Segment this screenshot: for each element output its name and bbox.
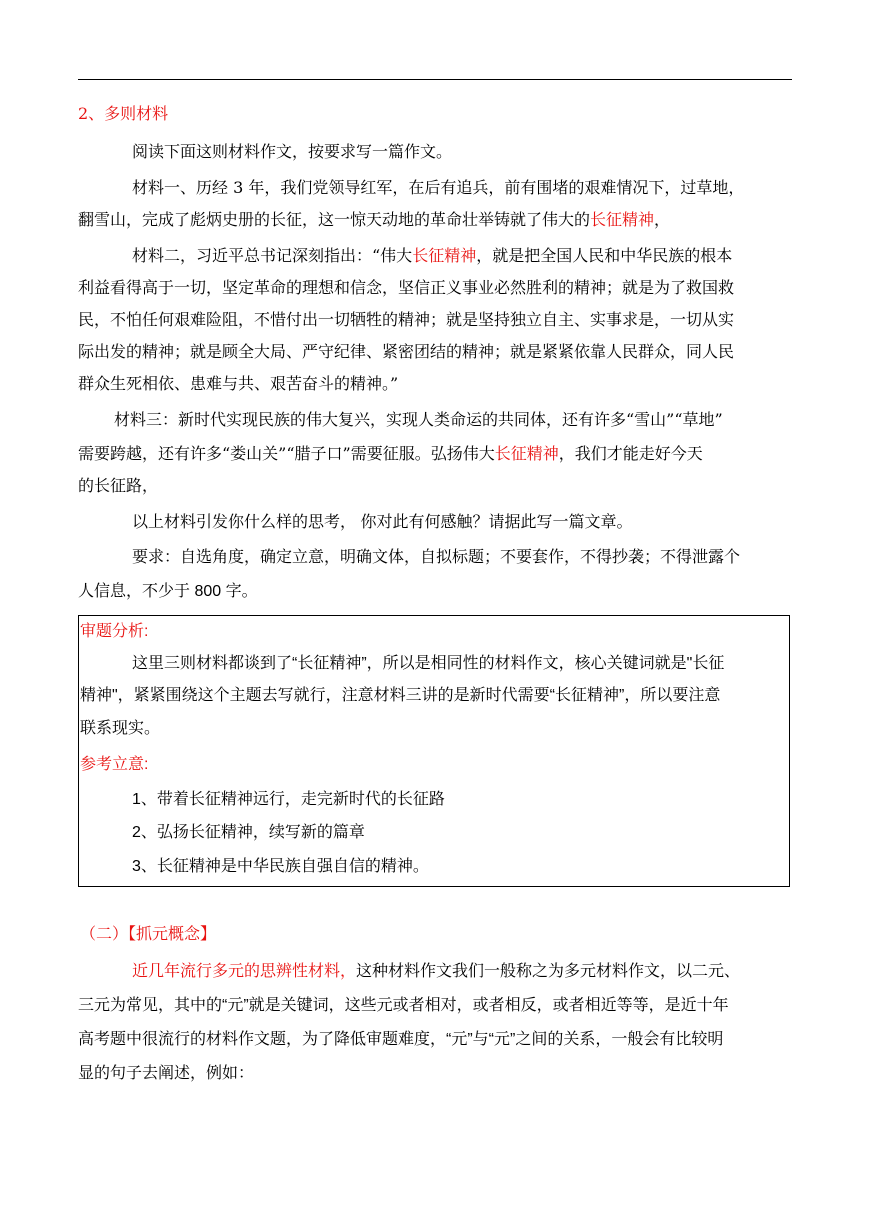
analysis-line-2: 精神"，紧紧围绕这个主题去写就行，注意材料三讲的是新时代需要“长征精神”，所以要注意 [80,687,721,704]
analysis-box [78,615,790,887]
header-rule [78,79,792,80]
material-3-line-1: 材料三：新时代实现民族的伟大复兴，实现人类命运的共同体，还有许多“雪山”“草地” [114,410,723,429]
requirement-line-1: 要求：自选角度，确定立意，明确文体，自拟标题；不要套作，不得抄袭；不得泄露个 [132,549,741,566]
concept-highlight: 近几年流行多元的思辨性材料， [132,963,357,980]
material-3-line-3: 的长征路， [78,476,159,495]
material-2-line-4: 际出发的精神；就是顾全大局、严守纪律、紧密团结的精神；就是紧紧依靠人民群众，同人民 [78,342,735,361]
material-1-line-2: 翻雪山，完成了彪炳史册的长征，这一惊天动地的革命壮举铸就了伟大的长征精神， [78,210,671,229]
material-2-line-1: 材料二，习近平总书记深刻指出：“伟大长征精神，就是把全国人民和中华民族的根本 [132,246,733,265]
analysis-line-3: 联系现实。 [80,720,161,737]
question-text: 以上材料引发你什么样的思考， 你对此有何感触？请据此写一篇文章。 [132,514,633,531]
ideas-title: 参考立意: [80,756,149,773]
requirement-line-2: 人信息，不少于 800 字。 [78,583,258,600]
idea-item-2: 2、弘扬长征精神，续写新的篇章 [132,824,365,841]
material-1-line-1: 材料一、历经 3 年，我们党领导红军，在后有追兵，前有围堵的艰难情况下，过草地， [132,178,745,197]
idea-item-1: 1、带着长征精神远行，走完新时代的长征路 [132,791,445,808]
intro-text: 阅读下面这则材料作文，按要求写一篇作文。 [132,142,453,161]
material-2-line-5: 群众生死相依、患难与共、艰苦奋斗的精神。” [78,374,399,393]
concept-line-2: 三元为常见，其中的“元”就是关键词，这些元或者相对，或者相反，或者相近等等，是近十年 [78,997,729,1014]
analysis-title: 审题分析: [80,623,149,640]
section-heading: 2、多则材料 [78,104,169,123]
highlight-long-march-spirit: 长征精神 [494,444,559,463]
concept-line-3: 高考题中很流行的材料作文题，为了降低审题难度，“元”与“元”之间的关系，一般会有比较明 [78,1031,724,1048]
material-2-line-3: 民，不怕任何艰难险阻，不惜付出一切牺牲的精神；就是坚持独立自主、实事求是，一切从实 [78,310,735,329]
material-3-line-2: 需要跨越，还有许多“娄山关”“腊子口”需要征服。弘扬伟大长征精神，我们才能走好今天 [78,444,703,463]
concept-heading: （二）【抓元概念】 [80,926,217,943]
material-2-line-2: 利益看得高于一切，坚定革命的理想和信念，坚信正义事业必然胜利的精神；就是为了救国救 [78,278,735,297]
concept-line-4: 显的句子去阐述，例如： [78,1065,255,1082]
highlight-long-march-spirit: 长征精神 [412,246,477,265]
highlight-long-march-spirit: 长征精神 [590,210,655,229]
concept-line-1: 近几年流行多元的思辨性材料，这种材料作文我们一般称之为多元材料作文，以二元、 [132,963,741,980]
analysis-line-1: 这里三则材料都谈到了“长征精神”，所以是相同性的材料作文，核心关键词就是"长征 [132,655,725,672]
idea-item-3: 3、长征精神是中华民族自强自信的精神。 [132,858,429,875]
